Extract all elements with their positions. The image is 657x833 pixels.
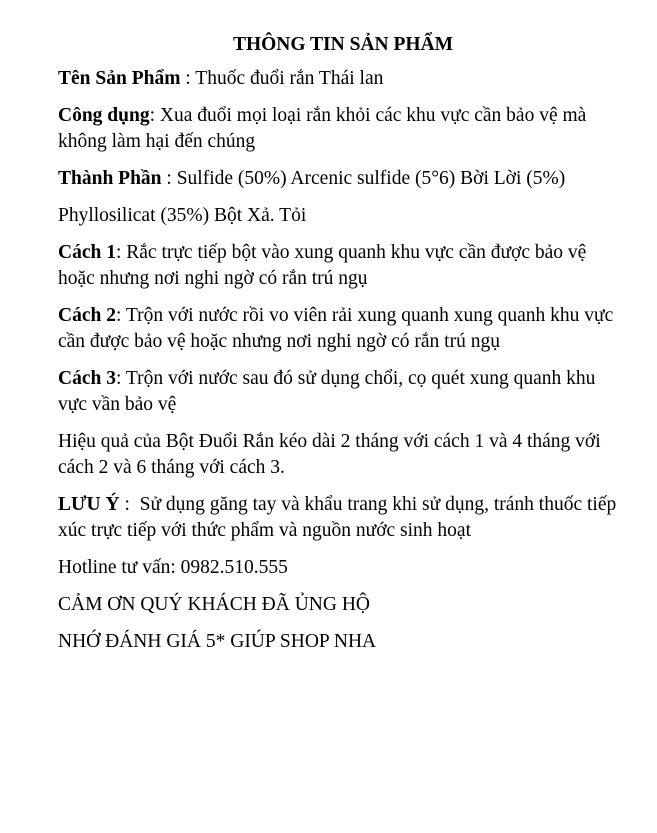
method-3-paragraph <box>58 366 618 418</box>
note-paragraph <box>58 492 618 544</box>
ingredients-continued-paragraph: Phyllosilicat (35%) Bột Xả. Tỏi <box>58 205 307 226</box>
product-name-separator: : <box>180 68 196 89</box>
method-3-label: Cách 3 <box>58 368 116 389</box>
product-name-value: Thuốc đuổi rắn Thái lan <box>195 68 384 89</box>
method-1-separator: : <box>115 242 127 263</box>
product-name-paragraph <box>58 66 618 92</box>
method-2-label: Cách 2 <box>58 305 116 326</box>
ingredients-value: Sulfide (50%) Arcenic sulfide (5°6) Bời Lời (5%) <box>176 168 566 189</box>
usage-value: Xua đuổi mọi loại rắn khỏi các khu vực cần bảo vệ mà không làm hại đến chúng <box>58 105 587 152</box>
method-1-paragraph <box>58 240 618 292</box>
ingredients-separator: : <box>161 168 177 189</box>
method-3-separator: : <box>115 368 126 389</box>
thank-you-paragraph: CẢM ƠN QUÝ KHÁCH ĐÃ ỦNG HỘ <box>58 594 370 615</box>
method-2-paragraph <box>58 303 618 355</box>
usage-label: Công dụng <box>58 105 150 126</box>
product-info-document <box>58 32 618 666</box>
review-request-paragraph: NHỚ ĐÁNH GIÁ 5* GIÚP SHOP NHA <box>58 631 377 652</box>
document-title: THÔNG TIN SẢN PHẨM <box>232 34 454 55</box>
product-name-label: Tên Sản Phẩm <box>58 68 181 89</box>
ingredients-label: Thành Phần <box>58 168 162 189</box>
hotline-paragraph: Hotline tư vấn: 0982.510.555 <box>58 557 288 578</box>
usage-paragraph <box>58 103 618 155</box>
method-2-separator: : <box>115 305 126 326</box>
effectiveness-paragraph: Hiệu quả của Bột Đuổi Rắn kéo dài 2 tháng với cách 1 và 4 tháng với cách 2 và 6 tháng với cách 3. <box>58 431 601 478</box>
method-2-value: Trộn với nước rồi vo viên rải xung quanh xung quanh khu vực cần được bảo vệ hoặc nhưng nơi nghi ngờ có rắn trú ngụ <box>58 305 614 352</box>
ingredients-paragraph <box>58 166 618 192</box>
method-1-label: Cách 1 <box>58 242 116 263</box>
method-1-value: Rắc trực tiếp bột vào xung quanh khu vực cần được bảo vệ hoặc nhưng nơi nghi ngờ có rắn trú ngụ <box>58 242 587 289</box>
note-label: LƯU Ý <box>58 494 120 515</box>
method-3-value: Trộn với nước sau đó sử dụng chổi, cọ quét xung quanh khu vực vần bảo vệ <box>58 368 596 415</box>
note-separator: : <box>119 494 140 515</box>
note-value: Sử dụng găng tay và khẩu trang khi sử dụng, tránh thuốc tiếp xúc trực tiếp với thức phẩm và nguồn nước sinh hoạt <box>58 494 617 541</box>
usage-separator: : <box>149 105 160 126</box>
